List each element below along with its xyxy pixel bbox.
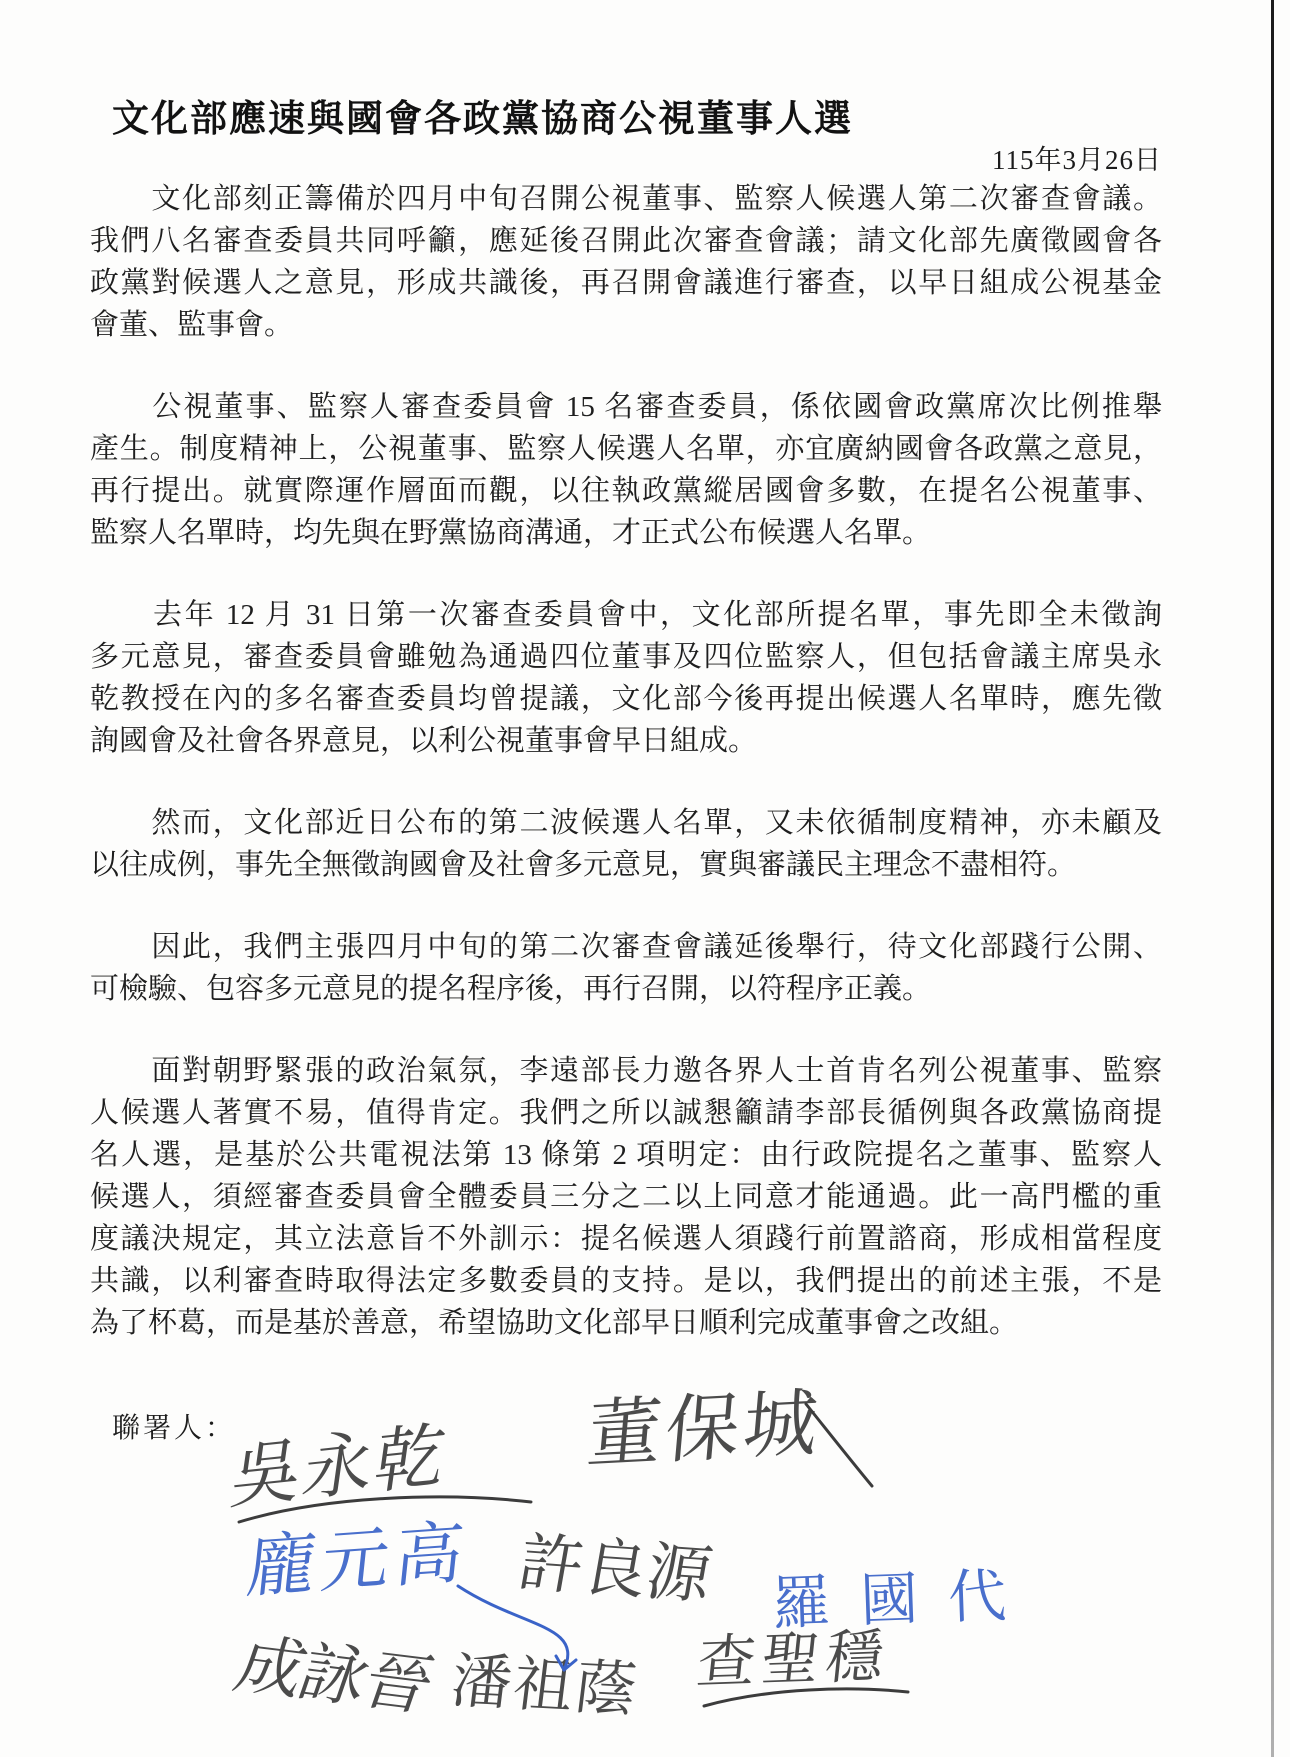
body-line: 文化部刻正籌備於四月中旬召開公視董事、監察人候選人第二次審查會議。 (90, 183, 1162, 215)
paragraph-2 (90, 386, 1162, 554)
signature-handwritten: 成詠晉 (226, 1629, 442, 1724)
body-line: 人候選人著實不易，值得肯定。我們之所以誠懇籲請李部長循例與各政黨協商提 (90, 1097, 1162, 1129)
body-line: 度議決規定，其立法意旨不外訓示：提名候選人須踐行前置諮商，形成相當程度 (90, 1223, 1162, 1255)
body-line: 公視董事、監察人審查委員會 15 名審查委員，係依國會政黨席次比例推舉 (90, 391, 1162, 423)
body-line: 可檢驗、包容多元意見的提名程序後，再行召開，以符程序正義。 (90, 973, 932, 1005)
paragraph-1 (90, 178, 1162, 346)
body-line: 去年 12 月 31 日第一次審查委員會中，文化部所提名單，事先即全未徵詢 (90, 599, 1162, 631)
paragraph-4 (90, 802, 1162, 886)
body-line: 會董、監事會。 (90, 309, 294, 341)
document-date: 115年3月26日 (992, 145, 1162, 175)
body-line: 候選人，須經審查委員會全體委員三分之二以上同意才能通過。此一高門檻的重 (90, 1181, 1162, 1213)
paragraph-6 (90, 1050, 1162, 1344)
body-line: 再行提出。就實際運作層面而觀，以往執政黨縱居國會多數，在提名公視董事、 (90, 475, 1162, 507)
body-line: 監察人名單時，均先與在野黨協商溝通，才正式公布候選人名單。 (90, 517, 932, 549)
body-line: 政黨對候選人之意見，形成共識後，再召開會議進行審查，以早日組成公視基金 (90, 267, 1162, 299)
body-line: 然而，文化部近日公布的第二波候選人名單，又未依循制度精神，亦未顧及 (90, 807, 1162, 839)
paragraph-5 (90, 926, 1162, 1010)
body-line: 因此，我們主張四月中旬的第二次審查會議延後舉行，待文化部踐行公開、 (90, 931, 1162, 963)
page-title: 文化部應速與國會各政黨協商公視董事人選 (112, 99, 853, 140)
body-line: 我們八名審查委員共同呼籲，應延後召開此次審查會議；請文化部先廣徵國會各 (90, 225, 1162, 257)
signature-handwritten: 羅國代 (771, 1562, 1038, 1637)
body-line: 名人選，是基於公共電視法第 13 條第 2 項明定：由行政院提名之董事、監察人 (90, 1139, 1162, 1171)
signature-handwritten: 董保城 (583, 1382, 825, 1478)
signature-handwritten: 吳永乾 (226, 1417, 452, 1519)
body-line: 乾教授在內的多名審查委員均曾提議，文化部今後再提出候選人名單時，應先徵 (90, 683, 1162, 715)
signature-handwritten: 許良源 (513, 1527, 718, 1612)
body-line: 詢國會及社會各界意見，以利公視董事會早日組成。 (90, 725, 758, 757)
signature-handwritten: 潘祖蔭 (447, 1648, 642, 1724)
scan-edge-line (1271, 0, 1274, 1757)
body-line: 多元意見，審查委員會雖勉為通過四位董事及四位監察人，但包括會議主席吳永 (90, 641, 1162, 673)
paragraph-3 (90, 594, 1162, 762)
signers-label: 聯署人： (112, 1413, 237, 1444)
body-line: 以往成例，事先全無徵詢國會及社會多元意見，實與審議民主理念不盡相符。 (90, 849, 1077, 881)
body-line: 共識，以利審查時取得法定多數委員的支持。是以，我們提出的前述主張，不是 (90, 1265, 1162, 1297)
body-line: 面對朝野緊張的政治氣氛，李遠部長力邀各界人士首肯名列公視董事、監察 (90, 1055, 1162, 1087)
signature-handwritten: 查聖穩 (694, 1623, 893, 1696)
signature-handwritten: 龐元高 (243, 1513, 474, 1607)
body-line: 產生。制度精神上，公視董事、監察人候選人名單，亦宜廣納國會各政黨之意見， (90, 433, 1162, 465)
body-line: 為了杯葛，而是基於善意，希望協助文化部早日順利完成董事會之改組。 (90, 1307, 1019, 1339)
